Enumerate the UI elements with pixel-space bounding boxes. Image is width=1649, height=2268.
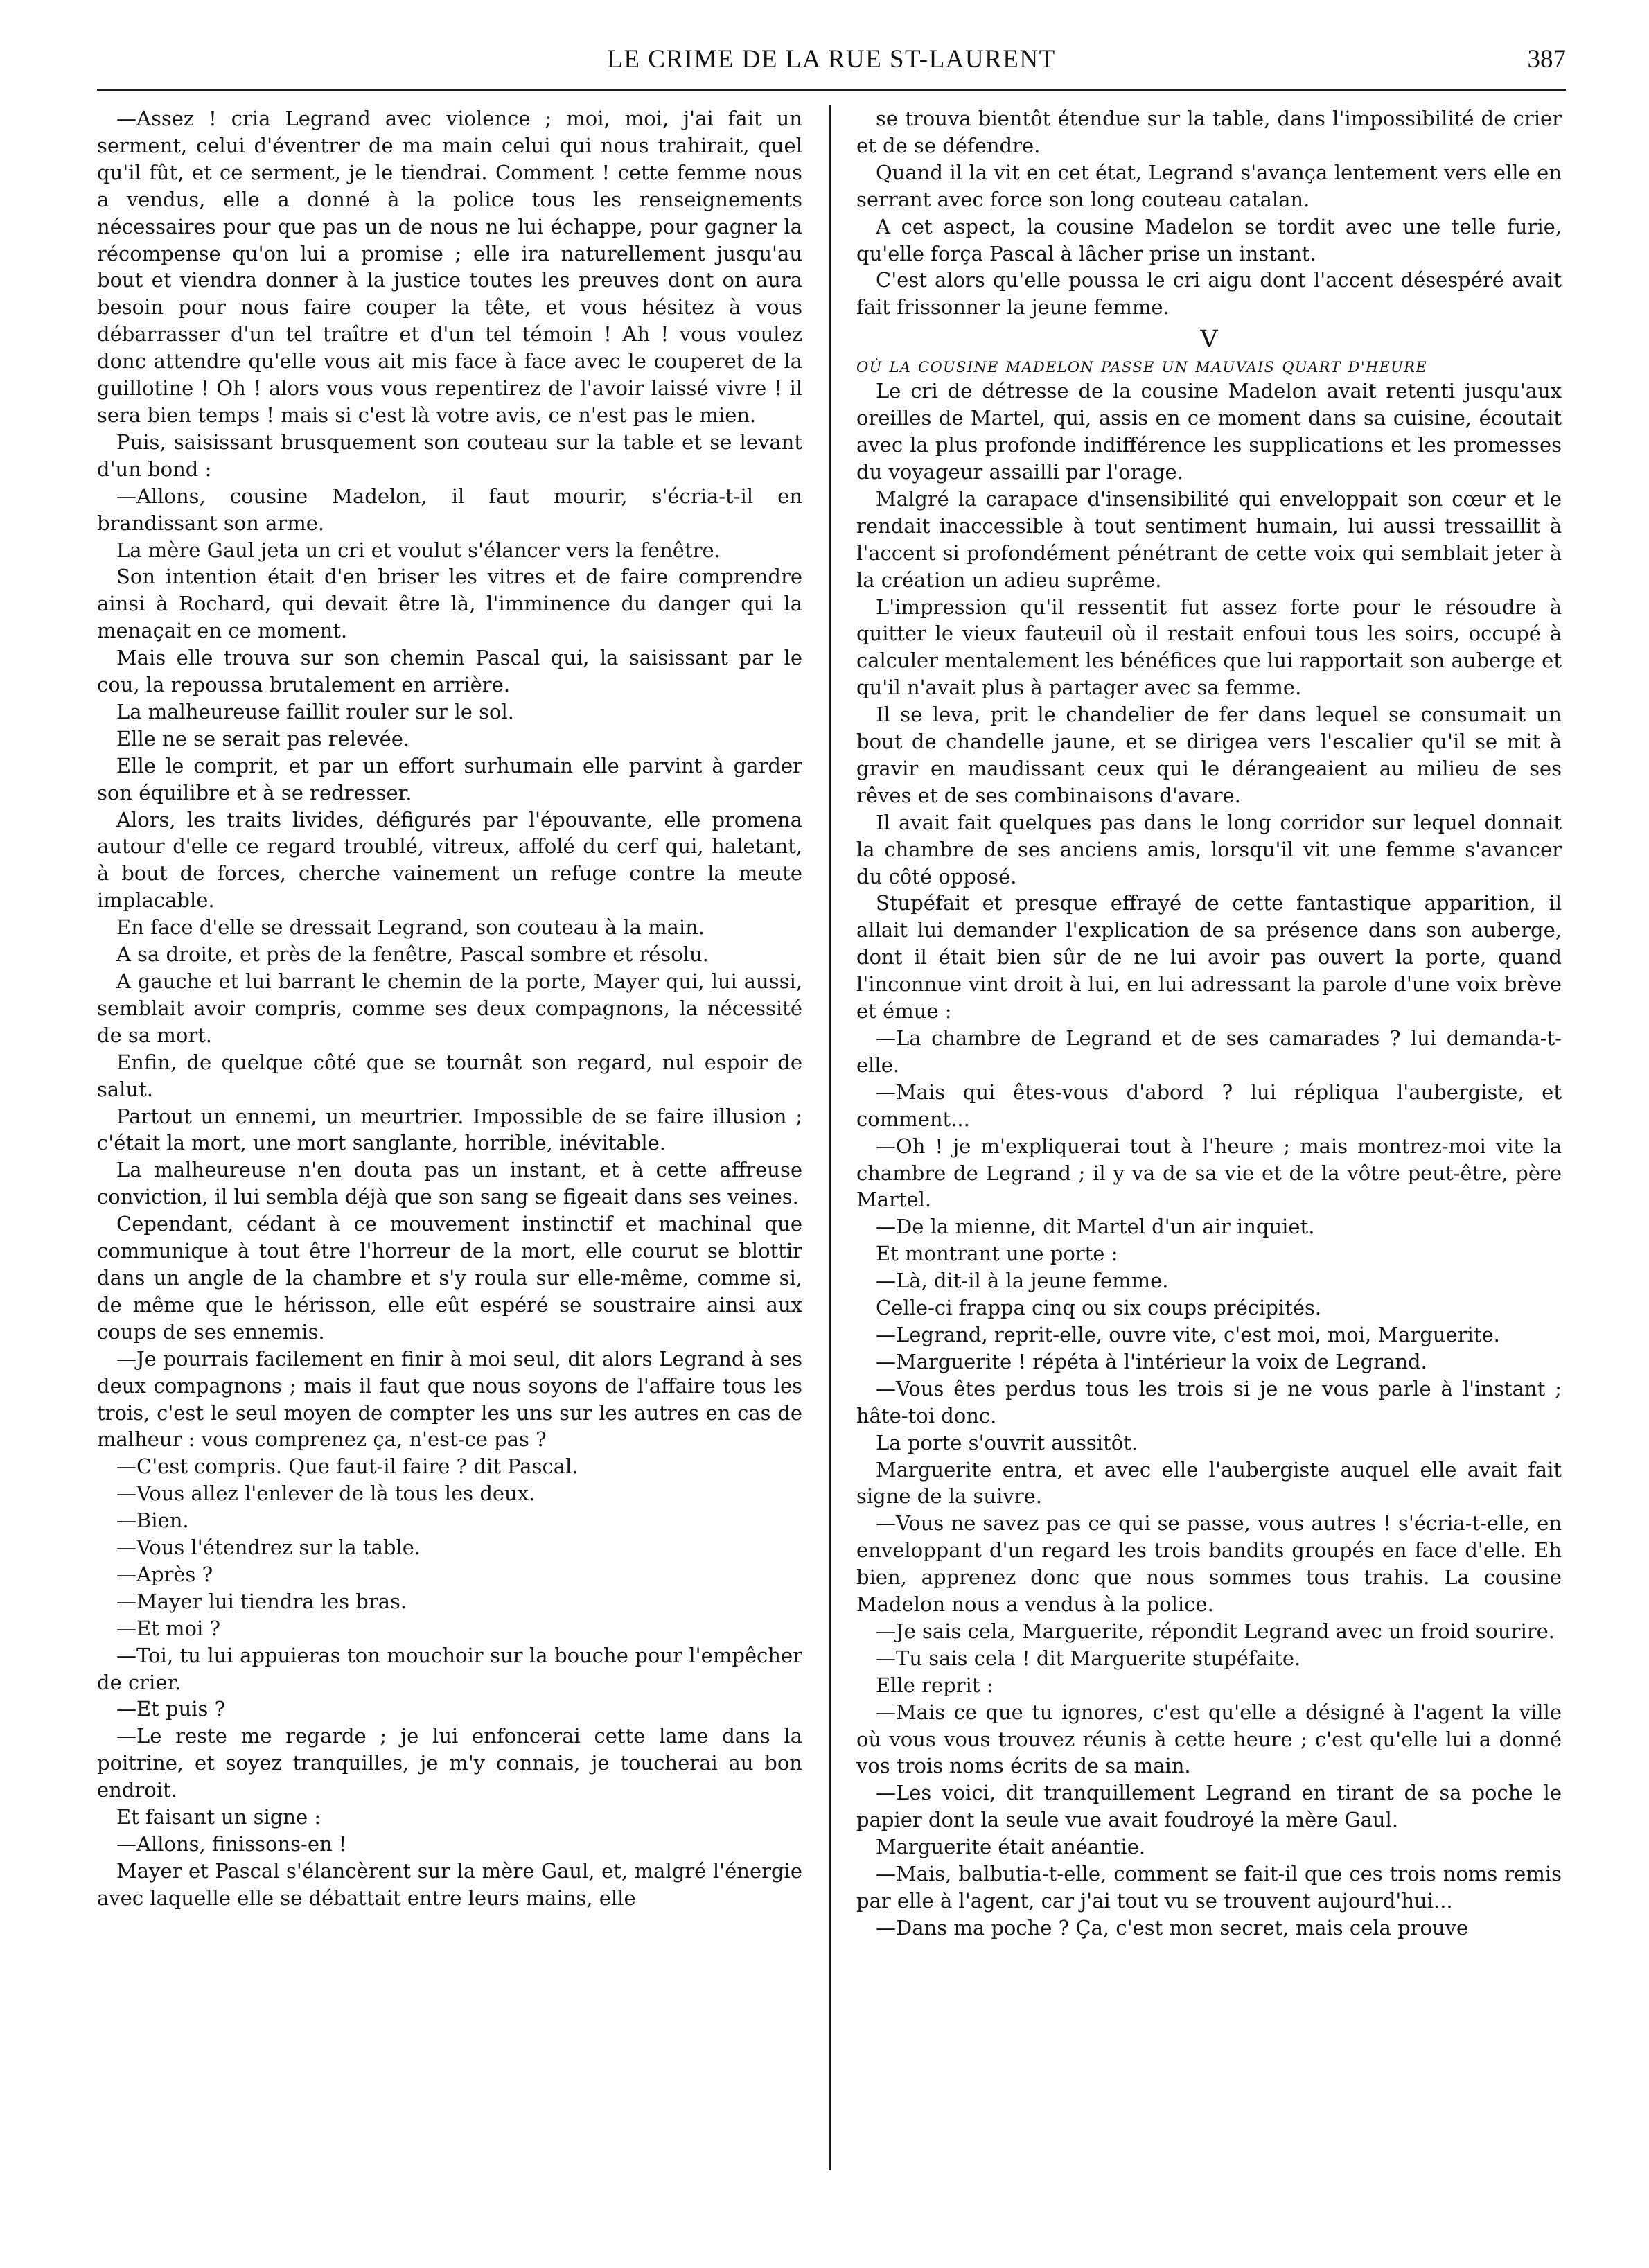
running-title: LE CRIME DE LA RUE ST-LAURENT — [607, 45, 1056, 73]
paragraph: Elle le comprit, et par un effort surhumain elle parvint à garder son équilibre et à se redresser. — [97, 753, 802, 805]
paragraph: se trouva bientôt étendue sur la table, dans l'impossibilité de crier et de se défendre. — [856, 107, 1562, 157]
paragraph: Le cri de détresse de la cousine Madelon avait retenti jusqu'aux oreilles de Martel, qui, assis en ce moment dans sa cuisine, écoutait avec la plus profonde indifférence les supplications et les promesses du voyageur assailli par l'orage. — [856, 379, 1562, 484]
paragraph: —Assez ! cria Legrand avec violence ; moi, moi, j'ai fait un serment, celui d'éventrer de ma main celui qui nous trahirait, quel qu'il fût, et ce serment, je le tiendrai. Comment ! cette femme nous a vendus, elle a donné à la police tous les renseignements nécessaires pour que pas un de nous ne lui échappe, pour gagner la récompense qu'on lui a promise ; elle ira naturellement jusqu'au bout et viendra donner à la justice toutes les preuves dont on aura besoin pour nous faire couper la tête, et vous hésitez à vous débarrasser d'un tel traître et d'un tel témoin ! Ah ! vous voulez donc attendre qu'elle vous ait mis face à face avec le couperet de la guillotine ! Oh ! alors vous vous repentirez de l'avoir laissé vivre ! il sera bien temps ! mais si c'est là votre avis, ce n'est pas le mien. — [97, 107, 802, 427]
paragraph: Mayer et Pascal s'élancèrent sur la mère Gaul, et, malgré l'énergie avec laquelle elle se débattait entre leurs mains, elle — [97, 1858, 802, 1910]
paragraph: —Mais, balbutia-t-elle, comment se fait-il que ces trois noms remis par elle à l'agent, car j'ai tout vu se trouvent aujourd'hui... — [856, 1862, 1562, 1913]
paragraph: Il avait fait quelques pas dans le long corridor sur lequel donnait la chambre de ses anciens amis, lorsqu'il vit une femme s'avancer du côté opposé. — [856, 810, 1562, 888]
paragraph: —Le reste me regarde ; je lui enfoncerai cette lame dans la poitrine, et soyez tranquilles, je m'y connais, je toucherai au bon endroit. — [97, 1724, 802, 1802]
page-header — [97, 40, 1566, 91]
paragraph: —Et puis ? — [116, 1697, 226, 1721]
paragraph: A sa droite, et près de la fenêtre, Pascal sombre et résolu. — [116, 942, 709, 967]
paragraph: Stupéfait et presque effrayé de cette fantastique apparition, il allait lui demander l'explication de sa présence dans son auberge, dont il était bien sûr de ne lui avoir pas ouvert la porte, quand l'inconnue vint droit à lui, en lui adressant la parole d'une voix brève et émue : — [856, 891, 1562, 1023]
paragraph: Marguerite était anéantie. — [876, 1835, 1146, 1859]
paragraph: —Les voici, dit tranquillement Legrand en tirant de sa poche le papier dont la seule vue avait foudroyé la mère Gaul. — [856, 1781, 1562, 1832]
paragraph: —De la mienne, dit Martel d'un air inquiet. — [876, 1215, 1315, 1239]
section-numeral: V — [1200, 326, 1218, 354]
paragraph: —Après ? — [116, 1562, 213, 1586]
paragraph: —Dans ma poche ? Ça, c'est mon secret, mais cela prouve — [876, 1915, 1469, 1940]
right-column — [856, 105, 1562, 2226]
paragraph: Elle ne se serait pas relevée. — [116, 726, 410, 750]
paragraph: A cet aspect, la cousine Madelon se tordit avec une telle furie, qu'elle força Pascal à lâcher prise un instant. — [856, 214, 1562, 265]
paragraph: —Tu sais cela ! dit Marguerite stupéfaite. — [876, 1646, 1301, 1670]
paragraph: Quand il la vit en cet état, Legrand s'avança lentement vers elle en serrant avec force son long couteau catalan. — [856, 160, 1562, 211]
paragraph: C'est alors qu'elle poussa le cri aigu dont l'accent désespéré avait fait frissonner la jeune femme. — [856, 268, 1562, 319]
paragraph: La mère Gaul jeta un cri et voulut s'élancer vers la fenêtre. — [116, 538, 721, 562]
paragraph: Malgré la carapace d'insensibilité qui enveloppait son cœur et le rendait inaccessible à tout sentiment humain, lui aussi tressaillit à l'accent si profondément pénétrant de cette voix qui semblait jeter à la création un adieu suprême. — [856, 486, 1562, 592]
paragraph: Alors, les traits livides, défigurés par l'épouvante, elle promena autour d'elle ce regard troublé, vitreux, affolé du cerf qui, haletant, à bout de forces, cherche vainement un refuge contre la meute implacable. — [97, 807, 802, 913]
paragraph: Celle-ci frappa cinq ou six coups précipités. — [876, 1296, 1322, 1320]
paragraph: Cependant, cédant à ce mouvement instinctif et machinal que communique à tout être l'horreur de la mort, elle courut se blottir dans un angle de la chambre et s'y roula sur elle-même, comme si, de même que le hérisson, elle eût espéré se soustraire ainsi aux coups de ses ennemis. — [97, 1212, 802, 1344]
paragraph: —Vous ne savez pas ce qui se passe, vous autres ! s'écria-t-elle, en enveloppant d'un regard les trois bandits groupés en face d'elle. Eh bien, apprenez donc que nous sommes tous trahis. La cousine Madelon nous a vendus à la police. — [856, 1511, 1562, 1617]
paragraph: —Vous l'étendrez sur la table. — [116, 1536, 421, 1560]
paragraph: Puis, saisissant brusquement son couteau sur la table et se levant d'un bond : — [97, 430, 802, 481]
paragraph: La malheureuse faillit rouler sur le sol. — [116, 699, 514, 723]
paragraph: —Et moi ? — [116, 1616, 221, 1640]
paragraph: Et montrant une porte : — [876, 1242, 1118, 1266]
page-number: 387 — [1527, 45, 1566, 73]
paragraph: Et faisant un signe : — [116, 1805, 321, 1829]
paragraph: —Toi, tu lui appuieras ton mouchoir sur la bouche pour l'empêcher de crier. — [97, 1643, 802, 1694]
paragraph: —Mais ce que tu ignores, c'est qu'elle a désigné à l'agent la ville où vous vous trouvez réunis à cette heure ; c'est qu'elle lui a donné vos trois noms écrits de sa main. — [856, 1700, 1562, 1778]
section-title: OÙ LA COUSINE MADELON PASSE UN MAUVAIS QUART D'HEURE — [856, 359, 1427, 376]
paragraph: Elle reprit : — [876, 1673, 994, 1697]
left-column — [97, 105, 802, 2226]
paragraph: Enfin, de quelque côté que se tournât son regard, nul espoir de salut. — [97, 1050, 802, 1101]
paragraph: —Mais qui êtes-vous d'abord ? lui répliqua l'aubergiste, et comment... — [856, 1080, 1562, 1131]
paragraph: —Allons, finissons-en ! — [116, 1832, 347, 1856]
paragraph: En face d'elle se dressait Legrand, son couteau à la main. — [116, 915, 705, 940]
paragraph: —Vous êtes perdus tous les trois si je ne vous parle à l'instant ; hâte-toi donc. — [856, 1376, 1562, 1427]
paragraph: —Oh ! je m'expliquerai tout à l'heure ; mais montrez-moi vite la chambre de Legrand ; il y va de sa vie et de la vôtre peut-être, père Martel. — [856, 1134, 1562, 1212]
column-divider — [829, 105, 831, 2170]
paragraph: L'impression qu'il ressentit fut assez forte pour le résoudre à quitter le vieux fauteuil où il restait enfoui tous les soirs, occupé à calculer mentalement les bénéfices que lui rapportait son auberge et qu'il n'avait plus à partager avec sa femme. — [856, 595, 1562, 700]
paragraph: Marguerite entra, et avec elle l'aubergiste auquel elle avait fait signe de la suivre. — [856, 1457, 1562, 1509]
paragraph: Mais elle trouva sur son chemin Pascal qui, la saisissant par le cou, la repoussa brutalement en arrière. — [97, 646, 802, 697]
paragraph: —La chambre de Legrand et de ses camarades ? lui demanda-t-elle. — [856, 1026, 1562, 1077]
paragraph: Il se leva, prit le chandelier de fer dans lequel se consumait un bout de chandelle jaune, et se dirigea vers l'escalier qu'il se mit à gravir en maudissant ceux qui le dérangeaient au milieu de ses rêves et de ses combinaisons d'avare. — [856, 703, 1562, 807]
paragraph: —Marguerite ! répéta à l'intérieur la voix de Legrand. — [876, 1349, 1427, 1373]
paragraph: —Je pourrais facilement en finir à moi seul, dit alors Legrand à ses deux compagnons ; mais il faut que nous soyons de l'affaire tous les trois, c'est le seul moyen de compter les uns sur les autres en cas de malheur : vous comprenez ça, n'est-ce pas ? — [97, 1346, 802, 1452]
paragraph: Son intention était d'en briser les vitres et de faire comprendre ainsi à Rochard, qui devait être là, l'imminence du danger qui la menaçait en ce moment. — [97, 565, 802, 643]
paragraph: —Legrand, reprit-elle, ouvre vite, c'est moi, moi, Marguerite. — [876, 1322, 1500, 1346]
paragraph: —Vous allez l'enlever de là tous les deux. — [116, 1482, 536, 1506]
paragraph: —Mayer lui tiendra les bras. — [116, 1589, 407, 1613]
paragraph: —Bien. — [116, 1509, 189, 1533]
paragraph: —Allons, cousine Madelon, il faut mourir, s'écria-t-il en brandissant son arme. — [97, 484, 802, 535]
paragraph: La porte s'ouvrit aussitôt. — [876, 1430, 1138, 1454]
paragraph: —C'est compris. Que faut-il faire ? dit Pascal. — [116, 1454, 579, 1479]
paragraph: Partout un ennemi, un meurtrier. Impossible de se faire illusion ; c'était la mort, une mort sanglante, horrible, inévitable. — [97, 1104, 802, 1155]
paragraph: La malheureuse n'en douta pas un instant, et à cette affreuse conviction, il lui sembla déjà que son sang se figeait dans ses veines. — [97, 1158, 802, 1209]
paragraph: A gauche et lui barrant le chemin de la porte, Mayer qui, lui aussi, semblait avoir compris, comme ses deux compagnons, la nécessité de sa mort. — [97, 969, 802, 1047]
paragraph: —Je sais cela, Marguerite, répondit Legrand avec un froid sourire. — [876, 1619, 1555, 1643]
paragraph: —Là, dit-il à la jeune femme. — [876, 1269, 1169, 1293]
